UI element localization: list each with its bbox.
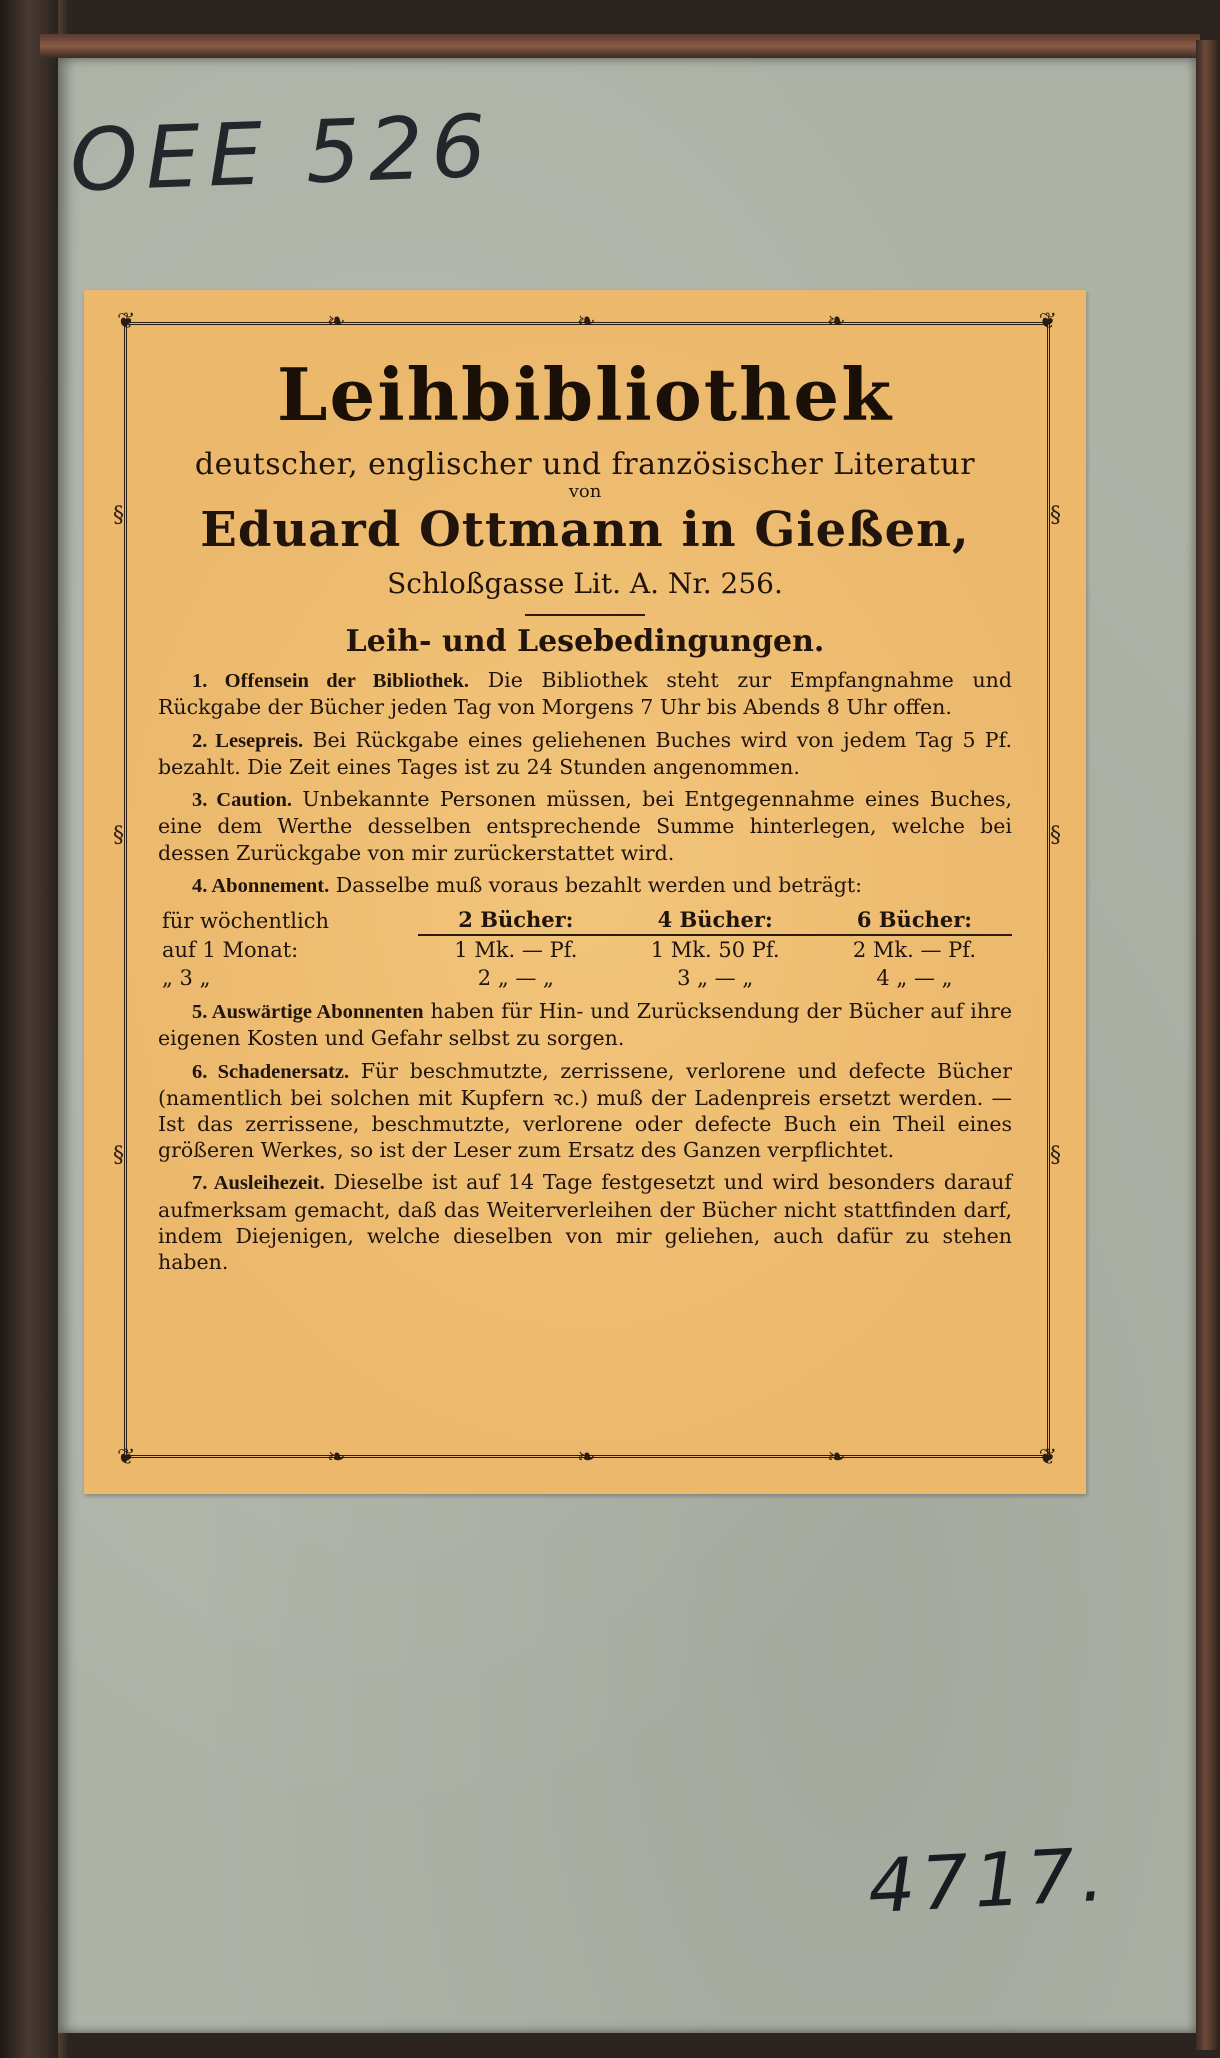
corner-ornament-icon: ❦	[117, 309, 136, 334]
fee-value: 1 Mk. — Pf.	[454, 938, 578, 963]
fee-header: 2 Bücher:	[418, 905, 613, 935]
fee-period: „ 3 „	[162, 966, 211, 991]
border-ornament-icon: §	[113, 503, 124, 528]
rule-heading: 1. Offensein der Bibliothek.	[192, 670, 470, 693]
rule-text: Die Bibliothek steht zur Empfangnahme und Rückgabe der Bücher jeden Tag von Morgens 7 Uhr bis Abends 8 Uhr offen.	[158, 668, 1012, 720]
border-ornament-icon: §	[113, 823, 124, 848]
rule-paragraph	[158, 1169, 1012, 1275]
conditions-title: Leih- und Lesebedingungen.	[345, 624, 825, 660]
rule-text: Dieselbe ist auf 14 Tage festgesetzt und wird besonders darauf aufmerksam gemacht, daß das Weiterverleihen der Bücher nicht stattfinden darf, indem Diejenigen, welche dieselben von mir geliehen, auch dafür zu stehen haben.	[158, 1170, 1012, 1275]
fee-label: für wöchentlich	[162, 909, 330, 934]
library-label	[84, 290, 1086, 1494]
rule-text: Bei Rückgabe eines geliehenen Buches wird von jedem Tag 5 Pf. bezahlt. Die Zeit eines Tages ist zu 24 Stunden angenommen.	[158, 727, 1012, 779]
border-ornament-icon: ❧	[827, 1445, 846, 1470]
fee-value: 2 Mk. — Pf.	[852, 938, 977, 963]
rule-text: Dasselbe muß voraus bezahlt werden und beträgt:	[335, 872, 863, 897]
fee-header-row	[158, 905, 1012, 935]
rule-heading: 2. Lesepreis.	[192, 729, 304, 752]
fee-value: 4 „ — „	[876, 966, 953, 991]
rule-text: Unbekannte Personen müssen, bei Entgegennahme eines Buches, eine dem Werthe desselben entsprechende Summe hinterlegen, welche bei dessen Zurückgabe von mir zurückerstattet wird.	[158, 787, 1012, 865]
border-ornament-icon: §	[1050, 1143, 1061, 1168]
fee-value: 3 „ — „	[677, 966, 754, 991]
border-ornament-icon: §	[113, 1143, 124, 1168]
owner-address: Schloßgasse Lit. A. Nr. 256.	[387, 567, 783, 601]
border-ornament-icon: ❧	[327, 1445, 346, 1470]
owner-name: Eduard Ottmann in Gießen,	[200, 501, 970, 558]
border-ornament-icon: ❧	[327, 309, 346, 334]
label-content	[158, 354, 1012, 1281]
divider	[525, 614, 645, 616]
corner-ornament-icon: ❦	[117, 1445, 136, 1470]
fee-value: 2 „ — „	[477, 966, 554, 991]
rule-heading: 7. Ausleihezeit.	[192, 1172, 325, 1195]
rule-paragraph	[158, 872, 1012, 899]
border-ornament-icon: ❧	[577, 1445, 596, 1470]
border-ornament-icon: ❧	[827, 309, 846, 334]
book-spine	[1196, 40, 1220, 2050]
fee-period: auf 1 Monat:	[162, 938, 299, 963]
rule-paragraph	[158, 727, 1012, 780]
label-subtitle: deutscher, englischer und französischer Literatur	[194, 446, 976, 482]
fee-header: 6 Bücher:	[817, 905, 1012, 935]
fee-value: 1 Mk. 50 Pf.	[650, 938, 780, 963]
border-ornament-icon: §	[1050, 823, 1061, 848]
rule-paragraph	[158, 786, 1012, 866]
corner-ornament-icon: ❦	[1038, 1445, 1057, 1470]
handwritten-number: 4717.	[865, 1831, 1112, 1931]
border-ornament-icon: §	[1050, 503, 1061, 528]
fee-table	[158, 905, 1012, 992]
cover-left-edge	[0, 0, 58, 2058]
rule-heading: 3. Caution.	[192, 789, 293, 812]
label-title: Leihbibliothek	[276, 352, 894, 437]
rule-heading: 4. Abonnement.	[192, 874, 330, 897]
corner-ornament-icon: ❦	[1038, 309, 1057, 334]
rule-heading: 6. Schadenersatz.	[192, 1060, 350, 1083]
fee-row	[158, 964, 1012, 992]
rule-paragraph	[158, 998, 1012, 1051]
fee-row	[158, 935, 1012, 964]
handwritten-shelfmark: OEE 526	[68, 96, 496, 212]
rule-text: haben für Hin- und Zurücksendung der Bücher auf ihre eigenen Kosten und Gefahr selbst zu sorgen.	[158, 999, 1012, 1051]
border-ornament-icon: ❧	[577, 309, 596, 334]
fee-header: 4 Bücher:	[613, 905, 817, 935]
rule-paragraph	[158, 1058, 1012, 1164]
rule-text: Für beschmutzte, zerrissene, verlorene und defecte Bücher (namentlich bei solchen mit Kupfern ꝛc.) muß der Ladenpreis ersetzt werden. — Ist das zerrissene, beschmutzte, verlorene oder defecte Buch ein Theil eines größeren Werkes, so ist der Leser zum Ersatz des Ganzen verpflichtet.	[158, 1058, 1012, 1163]
rule-heading: 5. Auswärtige Abonnenten	[192, 1001, 424, 1024]
label-von: von	[568, 480, 602, 502]
cover-top-edge	[40, 34, 1200, 58]
rule-paragraph	[158, 667, 1012, 720]
